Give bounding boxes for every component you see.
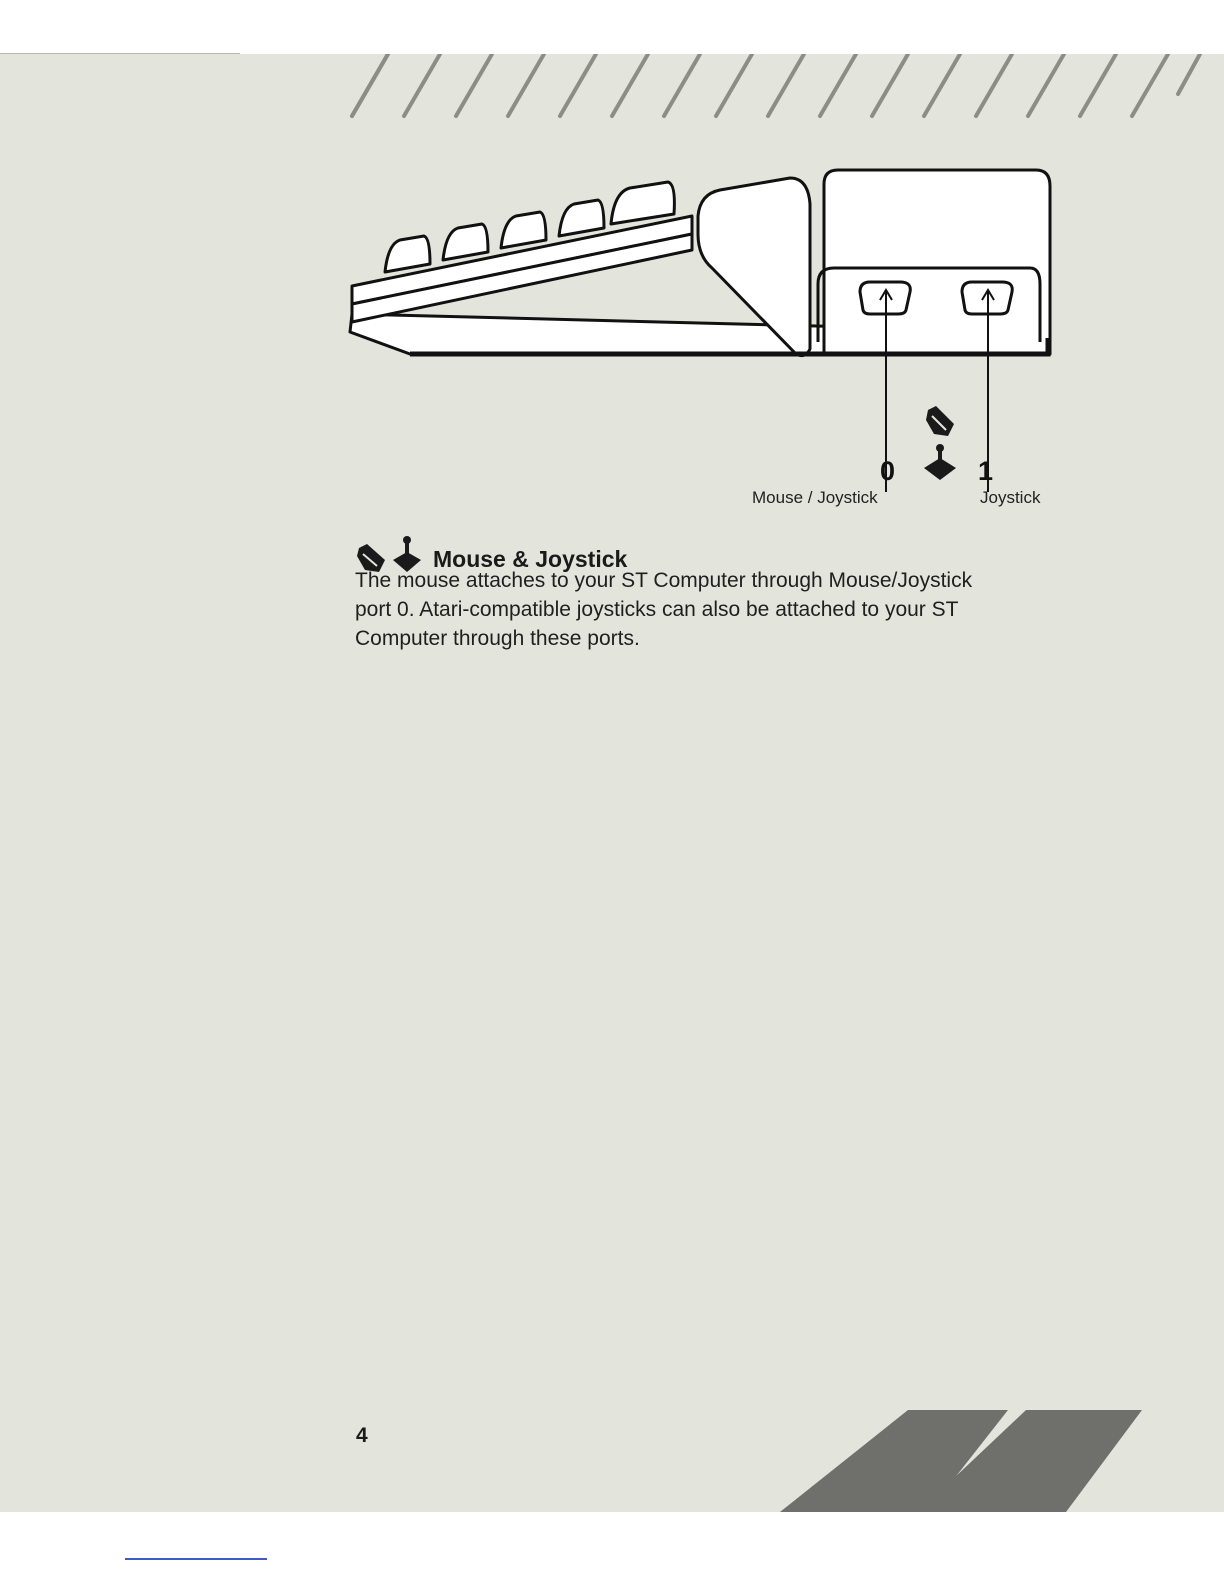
port-1-label: Joystick (980, 488, 1041, 507)
stripe (820, 54, 856, 116)
key (501, 212, 546, 248)
stripe (768, 54, 804, 116)
decorative-corner-stripes (770, 1404, 1170, 1512)
rear-module (824, 170, 1050, 354)
bottom-edge-rule (125, 1558, 267, 1560)
joystick-icon (924, 444, 956, 480)
stripe (1132, 54, 1168, 116)
stripe (612, 54, 648, 116)
stripe (664, 54, 700, 116)
key (611, 182, 674, 224)
key (385, 236, 430, 272)
stripe (924, 54, 960, 116)
st-computer-side-view-illustration (340, 164, 1070, 524)
stripe (872, 54, 908, 116)
section-heading: Mouse & Joystick (433, 546, 628, 572)
body-line-1: The mouse attaches to your ST Computer through Mouse/Joystick (355, 569, 973, 592)
port-0-number: 0 (880, 456, 896, 486)
decorative-stripe-band (340, 54, 1224, 124)
stripe (1080, 54, 1116, 116)
stripe (1028, 54, 1064, 116)
stripe (976, 54, 1012, 116)
port-0-label: Mouse / Joystick (752, 488, 878, 507)
key (443, 224, 488, 260)
stripe (716, 54, 752, 116)
mouse-icon (926, 406, 954, 436)
page-number: 4 (356, 1424, 368, 1447)
stripe (508, 54, 544, 116)
port-1-number: 1 (978, 456, 994, 486)
stripe (1178, 54, 1200, 94)
stripe (456, 54, 492, 116)
stripe (560, 54, 596, 116)
key (559, 200, 604, 236)
body-line-2: port 0. Atari-compatible joysticks can also be attached to your ST (355, 598, 959, 621)
section-body (355, 566, 1145, 653)
stripe (352, 54, 388, 116)
stripe (404, 54, 440, 116)
port-icons-group (920, 404, 960, 484)
manual-page (0, 54, 1224, 1512)
body-line-3: Computer through these ports. (355, 627, 640, 650)
